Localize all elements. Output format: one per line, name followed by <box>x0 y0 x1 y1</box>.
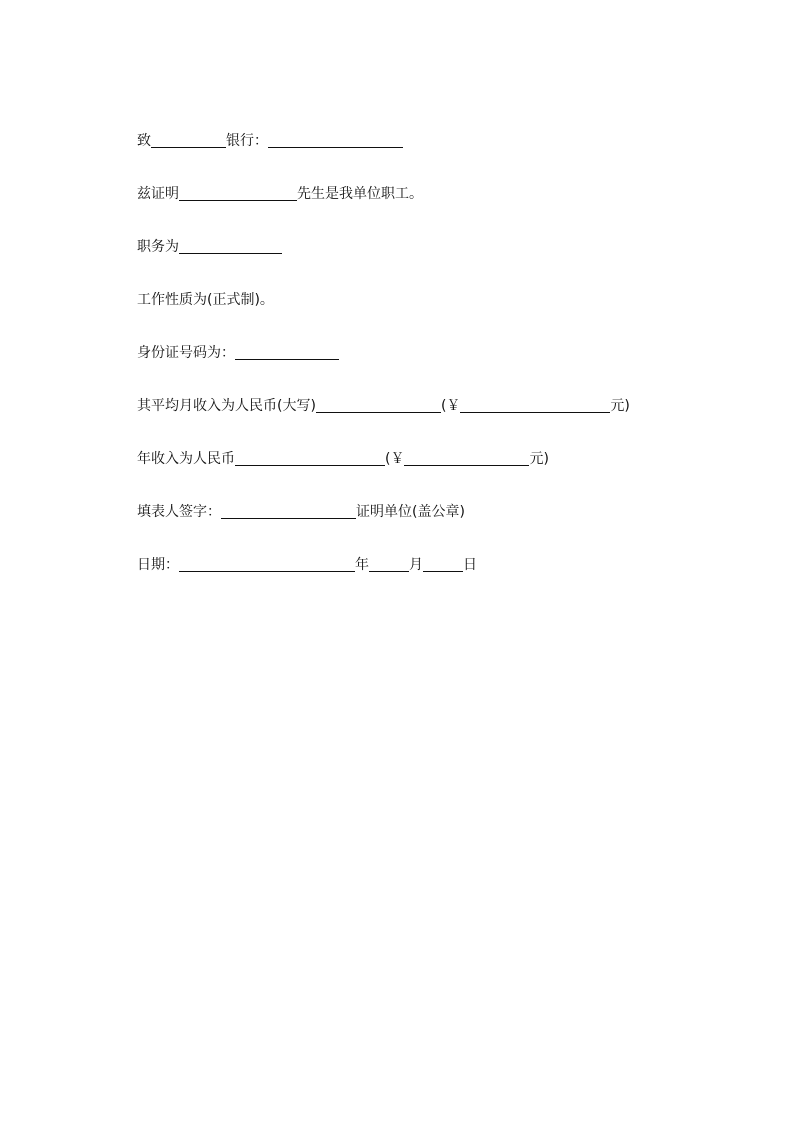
annual-yen-open: (￥ <box>385 451 405 467</box>
certify-label: 兹证明 <box>137 186 179 202</box>
monthly-income-amount-blank[interactable] <box>460 396 610 413</box>
monthly-yen-open: (￥ <box>440 398 461 414</box>
year-label: 年 <box>355 557 369 573</box>
bank-line <box>137 131 403 151</box>
annual-income-blank[interactable] <box>235 449 385 466</box>
position-blank[interactable] <box>179 237 282 254</box>
annual-income-amount-blank[interactable] <box>404 449 529 466</box>
id-number-line <box>137 343 339 363</box>
certify-line <box>137 184 423 204</box>
year-blank[interactable] <box>179 555 355 572</box>
monthly-income-words-blank[interactable] <box>316 396 441 413</box>
position-line <box>137 237 282 257</box>
bank-label: 银行： <box>226 133 268 149</box>
monthly-income-label: 其平均月收入为人民币(大写) <box>137 398 316 414</box>
date-line <box>137 555 477 575</box>
date-label: 日期： <box>137 557 179 573</box>
employee-statement: 先生是我单位职工。 <box>297 186 423 202</box>
bank-blank[interactable] <box>268 131 403 148</box>
annual-income-label: 年收入为人民币 <box>137 451 235 467</box>
annual-income-line <box>137 449 549 469</box>
id-number-blank[interactable] <box>235 343 339 360</box>
monthly-yuan-close: 元) <box>610 398 630 414</box>
id-number-label: 身份证号码为： <box>137 345 235 361</box>
position-label: 职务为 <box>137 239 179 255</box>
annual-yuan-close: 元) <box>529 451 549 467</box>
signature-line <box>137 502 465 522</box>
certifying-unit-label: 证明单位(盖公章) <box>356 504 465 520</box>
name-blank[interactable] <box>179 184 297 201</box>
day-blank[interactable] <box>423 555 463 572</box>
signer-label: 填表人签字： <box>137 504 221 520</box>
monthly-income-line <box>137 396 630 416</box>
month-blank[interactable] <box>369 555 409 572</box>
work-nature-line <box>137 290 274 310</box>
month-label: 月 <box>409 557 423 573</box>
day-label: 日 <box>463 557 477 573</box>
work-nature-text: 工作性质为(正式制)。 <box>137 292 274 308</box>
to-label: 致 <box>137 133 151 149</box>
to-blank[interactable] <box>151 131 226 148</box>
signer-blank[interactable] <box>221 502 356 519</box>
